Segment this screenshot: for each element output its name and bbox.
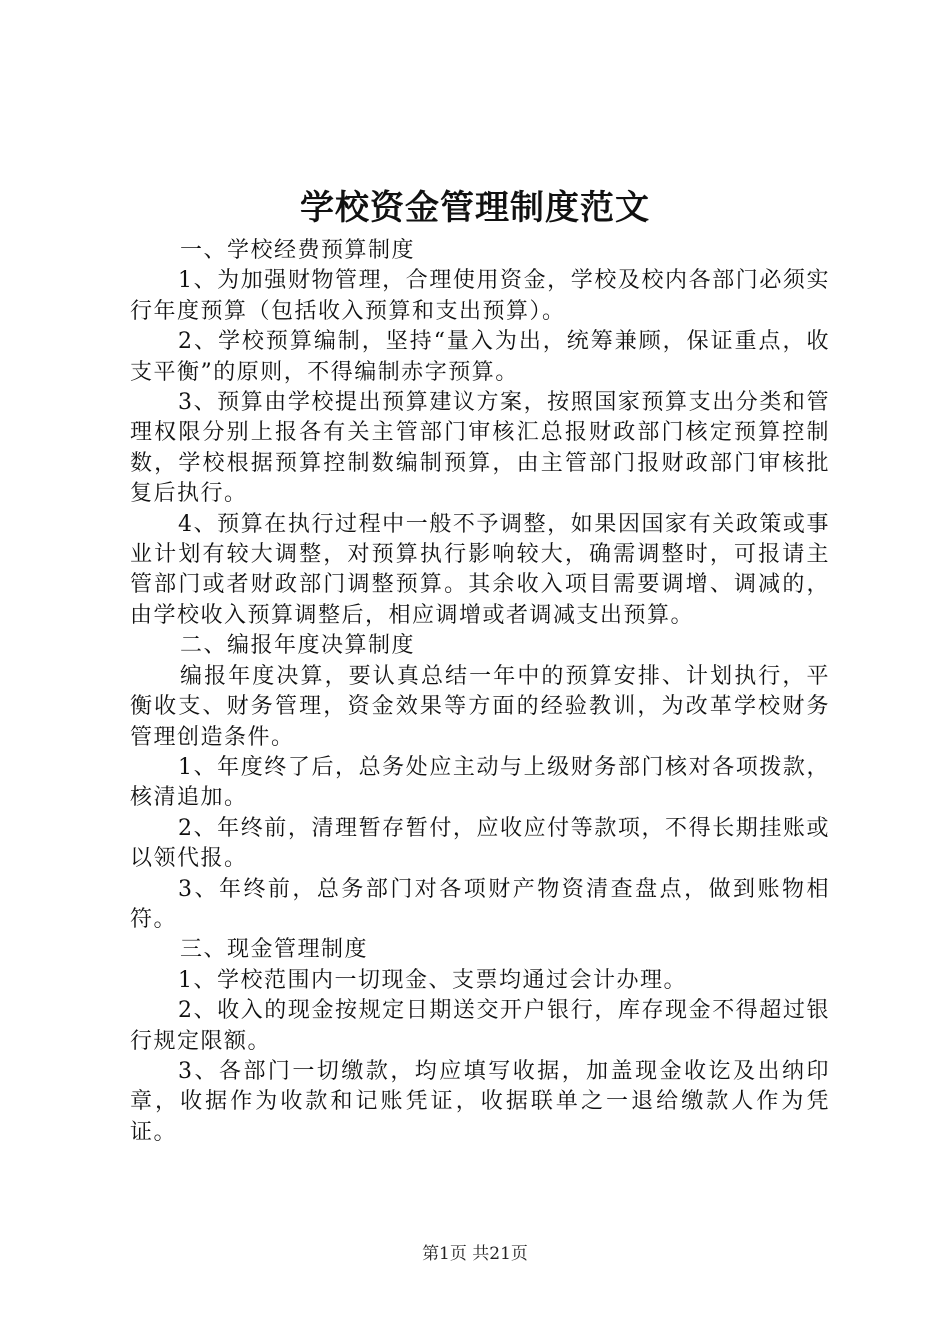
paragraph: 4、预算在执行过程中一般不予调整，如果因国家有关政策或事业计划有较大调整，对预算执行影响较大，确需调整时，可报请主管部门或者财政部门调整预算。其余收入项目需要调增、调减的，由学校收入预算调整后，相应调增或者调减支出预算。 <box>130 511 830 628</box>
section-heading-cash: 三、现金管理制度 <box>180 937 369 963</box>
paragraph: 2、学校预算编制，坚持“量入为出，统筹兼顾，保证重点，收支平衡”的原则，不得编制赤字预算。 <box>130 329 830 385</box>
paragraph: 编报年度决算，要认真总结一年中的预算安排、计划执行，平衡收支、财务管理，资金效果等方面的经验教训，为改革学校财务管理创造条件。 <box>130 663 830 750</box>
paragraph: 3、预算由学校提出预算建议方案，按照国家预算支出分类和管理权限分别上报各有关主管部门审核汇总报财政部门核定预算控制数，学校根据预算控制数编制预算，由主管部门报财政部门审核批复后执行。 <box>130 390 830 507</box>
paragraph: 1、为加强财物管理，合理使用资金，学校及校内各部门必须实行年度预算（包括收入预算和支出预算）。 <box>130 268 830 324</box>
document-title: 学校资金管理制度范文 <box>300 188 650 228</box>
paragraph: 1、年度终了后，总务处应主动与上级财务部门核对各项拨款，核清追加。 <box>130 754 830 811</box>
page-number-footer: 第1页 共21页 <box>422 1244 528 1264</box>
paragraph: 3、各部门一切缴款，均应填写收据，加盖现金收讫及出纳印章，收据作为收款和记账凭证，收据联单之一退给缴款人作为凭证。 <box>130 1058 830 1145</box>
paragraph: 2、年终前，清理暂存暂付，应收应付等款项，不得长期挂账或以领代报。 <box>130 815 830 872</box>
section-heading-final-accounts: 二、编报年度决算制度 <box>180 633 416 659</box>
paragraph: 1、学校范围内一切现金、支票均通过会计办理。 <box>178 967 687 993</box>
section-heading-budget: 一、学校经费预算制度 <box>180 238 416 263</box>
document-body <box>130 236 830 1148</box>
paragraph: 3、年终前，总务部门对各项财产物资清查盘点，做到账物相符。 <box>130 876 830 932</box>
paragraph: 2、收入的现金按规定日期送交开户银行，库存现金不得超过银行规定限额。 <box>130 998 830 1054</box>
